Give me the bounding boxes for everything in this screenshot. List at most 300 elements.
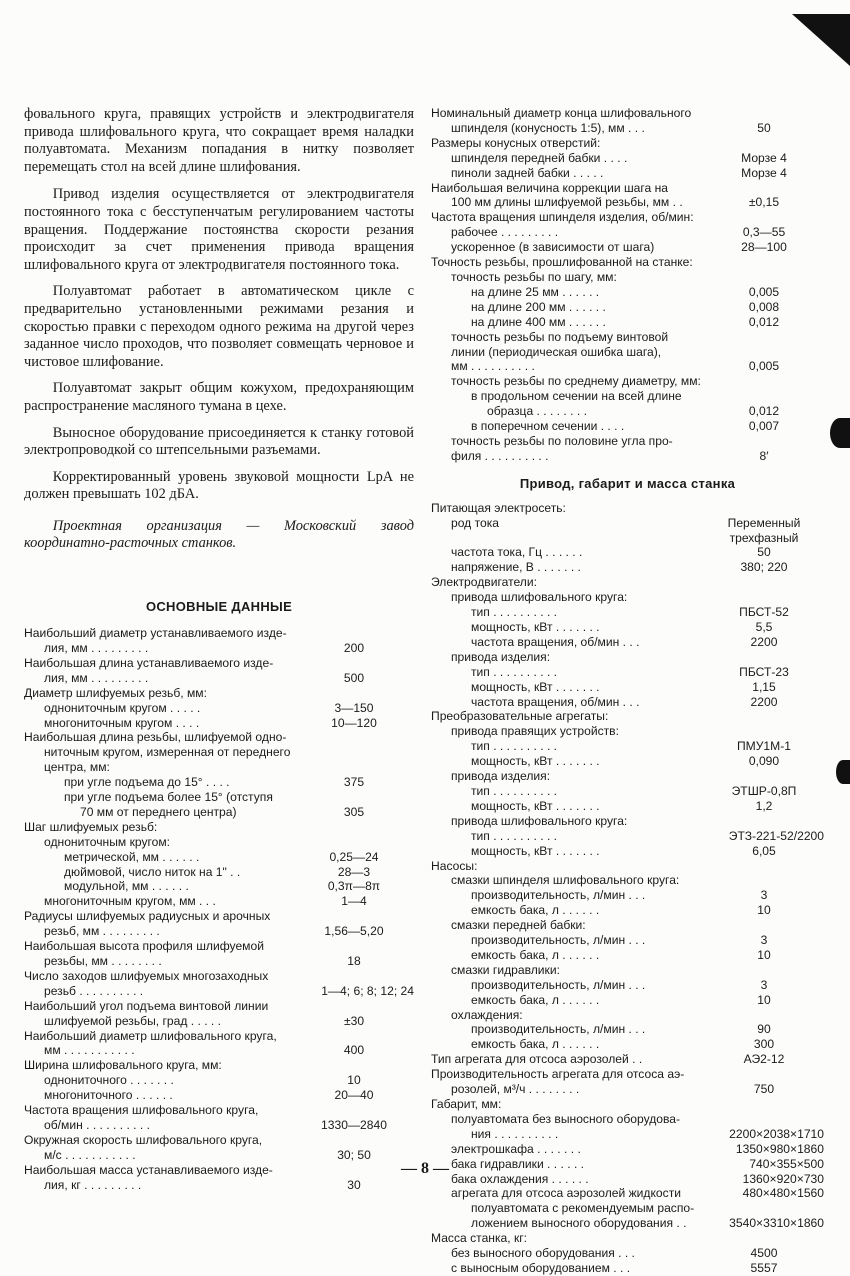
spec-label: без выносного оборудования . . . [451,1246,635,1261]
spec-row [431,560,824,575]
spec-row [24,790,414,805]
spec-label: ния . . . . . . . . . . [471,1126,559,1141]
spec-value: 3 [760,888,768,903]
body-paragraph: Выносное оборудование присоединяется к станку готовой электропроводкой со штепсельными разъемами. [24,424,414,459]
spec-row [24,909,414,924]
spec-row [24,924,414,939]
spec-row [431,1097,824,1112]
spec-row [24,835,414,850]
spec-row [431,829,824,844]
spec-label: Питающая электросеть: [431,500,566,515]
spec-row [24,626,414,641]
spec-row [431,859,824,874]
spec-value: Переменный [727,515,801,530]
spec-label: об/мин . . . . . . . . . . [44,1117,150,1132]
spec-row [24,1073,414,1088]
spec-row [431,918,824,933]
spec-label: резьбы, мм . . . . . . . . [44,954,162,968]
spec-row [24,686,414,701]
spec-label: смазки шпинделя шлифовального круга: [451,873,680,888]
spec-value: 1,15 [752,679,776,694]
spec-value: 300 [753,1037,775,1052]
spec-value: 3540×3310×1860 [729,1216,824,1231]
spec-row [24,1058,414,1073]
spec-label: при угле подъема более 15° (отступя [64,790,273,805]
spec-label: точность резьбы по подъему винтовой [451,329,669,344]
spec-row [24,1088,414,1103]
scan-edge-mark [836,760,850,784]
spec-row [431,590,824,605]
body-paragraph: Полуавтомат работает в автоматическом цикле с предварительно установленными режимами резания и скоростью правки с переходом одного режима на другой через заданное число проходов, что позволяет совмещать черновое и чистовое шлифование. [24,283,414,370]
spec-value: 3—150 [334,700,374,715]
spec-row [431,1142,824,1157]
spec-label: Насосы: [431,858,478,873]
spec-value: 400 [343,1043,365,1058]
spec-row [431,389,824,404]
spec-value: Морзе 4 [741,165,787,180]
spec-label: Электродвигатели: [431,575,537,590]
left-column [24,106,414,1193]
spec-row [431,345,824,360]
spec-label: рабочее . . . . . . . . . [451,225,559,240]
spec-value: 10 [757,947,771,962]
spec-row [431,650,824,665]
scan-edge-mark [830,418,850,448]
spec-row [431,709,824,724]
spec-label: емкость бака, л . . . . . . [471,903,600,918]
spec-row [431,1082,824,1097]
spec-row [24,894,414,909]
spec-row [431,501,824,516]
spec-label: Наибольшая длина устанавливаемого изде- [24,655,274,670]
spec-label: Производительность агрегата для отсоса аэ- [431,1067,685,1082]
body-paragraph: Привод изделия осуществляется от электродвигателя постоянного тока с бесступенчатым регулированием частоты вращения. Поддержание постоянства скорости резания происходит за счет применения привода вращения шлифовального круга от электродвигателя постоянного тока. [24,186,414,273]
spec-row [24,1178,414,1193]
spec-row [431,545,824,560]
spec-label: производительность, л/мин . . . [471,1022,646,1037]
spec-row [431,240,824,255]
spec-label: при угле подъема до 15° . . . . [64,775,230,790]
spec-row [431,695,824,710]
spec-label: охлаждения: [451,1007,523,1022]
spec-label: образца . . . . . . . . [487,404,587,419]
spec-row [431,136,824,151]
spec-label: Наибольшая масса устанавливаемого изде- [24,1162,273,1177]
spec-label: центра, мм: [44,760,110,775]
spec-value: 28—100 [741,240,787,255]
spec-label: привода изделия: [451,649,551,664]
spec-label: мощность, кВт . . . . . . . [471,679,600,694]
spec-value: 2200 [750,694,778,709]
spec-row [431,873,824,888]
spec-value: 500 [343,670,365,685]
spec-row [431,404,824,419]
spec-label: Габарит, мм: [431,1097,502,1111]
accuracy-data-list [431,106,824,464]
spec-row [431,799,824,814]
spec-value: 10—120 [331,715,377,730]
spec-label: агрегата для отсоса аэрозолей жидкости [451,1186,681,1201]
spec-row [431,285,824,300]
spec-row [431,769,824,784]
spec-row [431,978,824,993]
spec-value: 0,25—24 [329,849,379,864]
spec-value: ПБСТ-23 [739,664,789,679]
spec-row [431,1127,824,1142]
spec-label: тип . . . . . . . . . . [471,664,558,679]
spec-row [24,820,414,835]
spec-row [431,1201,824,1216]
spec-label: однониточным кругом: [44,834,171,849]
spec-row [431,195,824,210]
spec-label: Число заходов шлифуемых многозаходных [24,968,269,983]
spec-row [24,1029,414,1044]
spec-value: 0,008 [748,299,780,314]
spec-value: 2200 [750,634,778,649]
spec-value: 30; 50 [337,1147,371,1162]
spec-value: ЭТШР-0,8П [731,783,797,798]
spec-value: 1—4 [341,894,367,909]
spec-row [431,270,824,285]
spec-value: 5557 [750,1260,778,1275]
spec-label: бака гидравлики . . . . . . [451,1156,585,1171]
spec-label: привода изделия: [451,769,551,784]
spec-label: лия, мм . . . . . . . . . [44,640,149,655]
spec-label: мощность, кВт . . . . . . . [471,798,600,813]
spec-row [24,671,414,686]
spec-value: 8′ [759,448,769,463]
spec-row [24,656,414,671]
spec-row [431,605,824,620]
spec-label: Наибольший угол подъема винтовой линии [24,998,269,1013]
spec-label: емкость бака, л . . . . . . [471,992,600,1007]
spec-row [431,1008,824,1023]
spec-row [431,635,824,650]
spec-row [431,665,824,680]
spec-label: производительность, л/мин . . . [471,888,646,903]
spec-label: ниточным кругом, измеренная от переднего [44,745,291,760]
spec-row [431,449,824,464]
spec-label: род тока [451,515,500,530]
spec-label: Ширина шлифовального круга, мм: [24,1058,222,1073]
spec-row [24,969,414,984]
spec-label: смазки передней бабки: [451,918,586,933]
spec-row [431,903,824,918]
spec-label: Наибольшая величина коррекции шага на [431,180,669,195]
spec-value: 30 [347,1177,361,1192]
spec-value: 10 [757,992,771,1007]
spec-label: Наибольшая высота профиля шлифуемой [24,939,264,954]
spec-value: 380; 220 [740,560,788,575]
spec-row [431,1231,824,1246]
spec-row [431,419,824,434]
spec-row [431,680,824,695]
spec-value: ПБСТ-52 [739,605,789,620]
spec-row [24,1133,414,1148]
body-paragraph: фовального круга, правящих устройств и электродвигателя привода шлифовального круга, что сокращает время наладки полуавтомата. Механизм попадания в нитку позволяет перемещать стол на всей длине шлифования. [24,106,414,175]
spec-row [431,106,824,121]
spec-value: 50 [757,120,771,135]
spec-label: резьб, мм . . . . . . . . . [44,924,160,939]
spec-label: Диаметр шлифуемых резьб, мм: [24,685,207,700]
spec-label: Точность резьбы, прошлифованной на станке: [431,255,693,270]
spec-label: Частота вращения шлифовального круга, [24,1103,259,1118]
spec-value: ЭТЗ-221-52/2200 [728,828,824,843]
spec-label: 70 мм от переднего центра) [80,804,237,819]
spec-row [431,784,824,799]
drive-section-title: Привод, габарит и масса станка [519,475,736,491]
spec-value: ±30 [343,1013,365,1028]
spec-label: Наибольший диаметр устанавливаемого изде- [24,626,287,641]
page-number: — 8 — [401,1160,449,1177]
spec-row [24,716,414,731]
spec-label: мощность, кВт . . . . . . . [471,620,600,634]
spec-row [24,954,414,969]
spec-row [431,359,824,374]
spec-label: точность резьбы по шагу, мм: [451,269,617,284]
spec-value: 1,56—5,20 [324,924,384,939]
spec-value: 200 [343,640,365,655]
spec-label: шпинделя (конусность 1:5), мм . . . [451,120,645,135]
spec-row [431,181,824,196]
spec-label: Тип агрегата для отсоса аэрозолей . . [431,1052,643,1067]
spec-value: 305 [343,804,365,819]
spec-label: многониточным кругом, мм . . . [44,894,216,909]
spec-row [431,166,824,181]
spec-value: 1350×980×1860 [735,1141,824,1156]
spec-label: на длине 200 мм . . . . . . [471,299,606,314]
spec-row [431,993,824,1008]
spec-row [431,1022,824,1037]
spec-row [431,948,824,963]
spec-value: 20—40 [334,1088,374,1103]
spec-label: напряжение, В . . . . . . . [451,560,581,575]
spec-label: на длине 25 мм . . . . . . [471,284,600,299]
spec-value: 4500 [750,1246,778,1261]
spec-label: привода шлифовального круга: [451,813,628,828]
spec-value: 28—3 [337,864,371,879]
spec-label: емкость бака, л . . . . . . [471,947,600,962]
spec-row [431,739,824,754]
spec-value: 0,005 [748,284,780,299]
design-organization-text: Проектная организация — Московский завод координатно-расточных станков. [24,517,414,552]
spec-row [431,933,824,948]
spec-value: 1—4; 6; 8; 12; 24 [321,983,414,998]
spec-label: дюймовой, число ниток на 1" . . [64,864,241,879]
spec-label: на длине 400 мм . . . . . . [471,314,606,329]
main-data-list [24,626,414,1192]
spec-label: мм . . . . . . . . . . . [44,1043,135,1058]
spec-row [24,730,414,745]
body-text [24,106,414,553]
spec-label: мощность, кВт . . . . . . . [471,843,600,858]
spec-label: однониточного . . . . . . . [44,1073,174,1088]
spec-label: Шаг шлифуемых резьб: [24,819,158,834]
spec-label: Размеры конусных отверстий: [431,135,601,150]
spec-value: 0,012 [748,314,780,329]
spec-value: 740×355×500 [749,1156,824,1171]
spec-label: в продольном сечении на всей длине [471,389,682,404]
spec-row [24,984,414,999]
spec-label: филя . . . . . . . . . . [451,448,549,463]
spec-row [24,745,414,760]
spec-value: 90 [757,1022,771,1037]
spec-row [431,1261,824,1276]
spec-value: 0,3—55 [742,225,786,240]
spec-row [431,315,824,330]
spec-value: 0,007 [748,419,780,434]
spec-value: 1360×920×730 [742,1171,824,1186]
spec-value: 2200×2038×1710 [729,1126,824,1141]
spec-value: 0,005 [748,359,780,374]
spec-label: с выносным оборудованием . . . [451,1260,631,1275]
spec-row [431,330,824,345]
spec-row [24,775,414,790]
spec-label: полуавтомата с рекомендуемым распо- [471,1201,695,1216]
spec-label: Наибольший диаметр шлифовального круга, [24,1028,277,1043]
spec-value: 6,05 [752,843,776,858]
spec-value: 3 [760,977,768,992]
scan-corner-mark [792,14,850,66]
spec-row [24,1043,414,1058]
spec-label: полуавтомата без выносного оборудова- [451,1111,681,1126]
spec-row [24,865,414,880]
spec-row [431,724,824,739]
spec-label: бака охлаждения . . . . . . [451,1171,589,1186]
spec-value: ±0,15 [748,195,780,210]
spec-label: тип . . . . . . . . . . [471,739,558,754]
spec-value: 0,3π—8π [327,879,381,894]
spec-label: в поперечном сечении . . . . [471,419,625,434]
spec-row [24,1103,414,1118]
spec-row [431,1052,824,1067]
spec-value: 1330—2840 [321,1117,387,1132]
spec-row [431,1186,824,1201]
spec-label: привода правящих устройств: [451,724,619,739]
spec-label: Номинальный диаметр конца шлифовального [431,106,692,120]
spec-label: тип . . . . . . . . . . [471,828,558,843]
spec-label: розолей, м³/ч . . . . . . . . [451,1082,580,1097]
spec-value: трехфазный [729,530,799,545]
spec-row [24,760,414,775]
spec-label: лия, мм . . . . . . . . . [44,670,149,685]
spec-label: электрошкафа . . . . . . . [451,1141,581,1156]
spec-label: частота вращения, об/мин . . . [471,694,640,709]
spec-label: Масса станка, кг: [431,1231,528,1246]
spec-row [431,754,824,769]
spec-label: ускоренное (в зависимости от шага) [451,240,655,255]
spec-label: Частота вращения шпинделя изделия, об/мин: [431,210,694,225]
spec-value: Морзе 4 [741,150,787,165]
spec-label: однониточным кругом . . . . . [44,700,201,715]
spec-label: линии (периодическая ошибка шага), [451,344,662,359]
spec-value: 375 [343,775,365,790]
right-column [431,106,824,1276]
spec-label: производительность, л/мин . . . [471,933,646,948]
spec-label: смазки гидравлики: [451,962,560,977]
spec-row [24,1118,414,1133]
spec-row [431,1067,824,1082]
spec-value: 1,2 [755,798,773,813]
spec-label: тип . . . . . . . . . . [471,783,558,798]
spec-value: 10 [347,1073,361,1088]
spec-value: 18 [347,954,361,968]
spec-row [431,121,824,136]
spec-label: Окружная скорость шлифовального круга, [24,1132,263,1147]
spec-row [24,641,414,656]
spec-value: 5,5 [755,620,773,634]
spec-label: шпинделя передней бабки . . . . [451,150,628,165]
spec-row [431,151,824,166]
spec-value: АЭ2-12 [743,1052,785,1067]
spec-row [431,1112,824,1127]
spec-row [431,1246,824,1261]
spec-label: емкость бака, л . . . . . . [471,1037,600,1052]
spec-label: метрической, мм . . . . . . [64,849,200,864]
spec-row [24,805,414,820]
spec-row [431,210,824,225]
spec-row [431,516,824,531]
spec-label: 100 мм длины шлифуемой резьбы, мм . . [451,195,683,210]
spec-label: точность резьбы по половине угла про- [451,433,673,448]
body-paragraph: Корректированный уровень звуковой мощности LpA не должен превышать 102 дБА. [24,468,414,503]
spec-label: многониточного . . . . . . [44,1088,173,1103]
spec-label: резьб . . . . . . . . . . [44,983,144,998]
spec-row [24,850,414,865]
spec-value: 10 [757,903,771,918]
spec-row [431,844,824,859]
spec-row [24,1014,414,1029]
spec-row [431,888,824,903]
spec-value: 0,090 [748,754,780,769]
spec-row [431,1037,824,1052]
spec-label: точность резьбы по среднему диаметру, мм: [451,374,701,389]
spec-row [431,255,824,270]
spec-row [431,814,824,829]
spec-row [24,939,414,954]
spec-row [24,999,414,1014]
spec-label: многониточным кругом . . . . [44,715,200,730]
spec-label: частота вращения, об/мин . . . [471,634,640,649]
spec-label: тип . . . . . . . . . . [471,605,558,620]
spec-label: ложением выносного оборудования . . [471,1216,687,1231]
spec-label: лия, кг . . . . . . . . . [44,1177,142,1192]
spec-row [24,701,414,716]
spec-row [24,879,414,894]
spec-row [431,531,824,546]
spec-label: мм . . . . . . . . . . [451,359,535,374]
spec-label: Преобразовательные агрегаты: [431,709,609,724]
spec-row [431,300,824,315]
body-paragraph: Полуавтомат закрыт общим кожухом, предохраняющим распространение масляного тумана в цехе. [24,380,414,414]
spec-row [431,225,824,240]
spec-value: ПМУ1М-1 [736,739,791,754]
spec-row [431,434,824,449]
spec-label: частота тока, Гц . . . . . . [451,545,583,560]
spec-label: производительность, л/мин . . . [471,977,646,992]
spec-label: привода шлифовального круга: [451,590,628,605]
spec-value: 750 [753,1082,775,1097]
main-data-title: ОСНОВНЫЕ ДАННЫЕ [145,599,293,615]
spec-label: шлифуемой резьбы, град . . . . . [44,1013,222,1028]
spec-label: пиноли задней бабки . . . . . [451,165,604,180]
spec-label: Наибольшая длина резьбы, шлифуемой одно- [24,730,287,745]
spec-value: 480×480×1560 [742,1186,824,1201]
spec-row [431,374,824,389]
spec-label: модульной, мм . . . . . . [64,879,189,894]
spec-row [431,1216,824,1231]
spec-value: 3 [760,933,768,948]
